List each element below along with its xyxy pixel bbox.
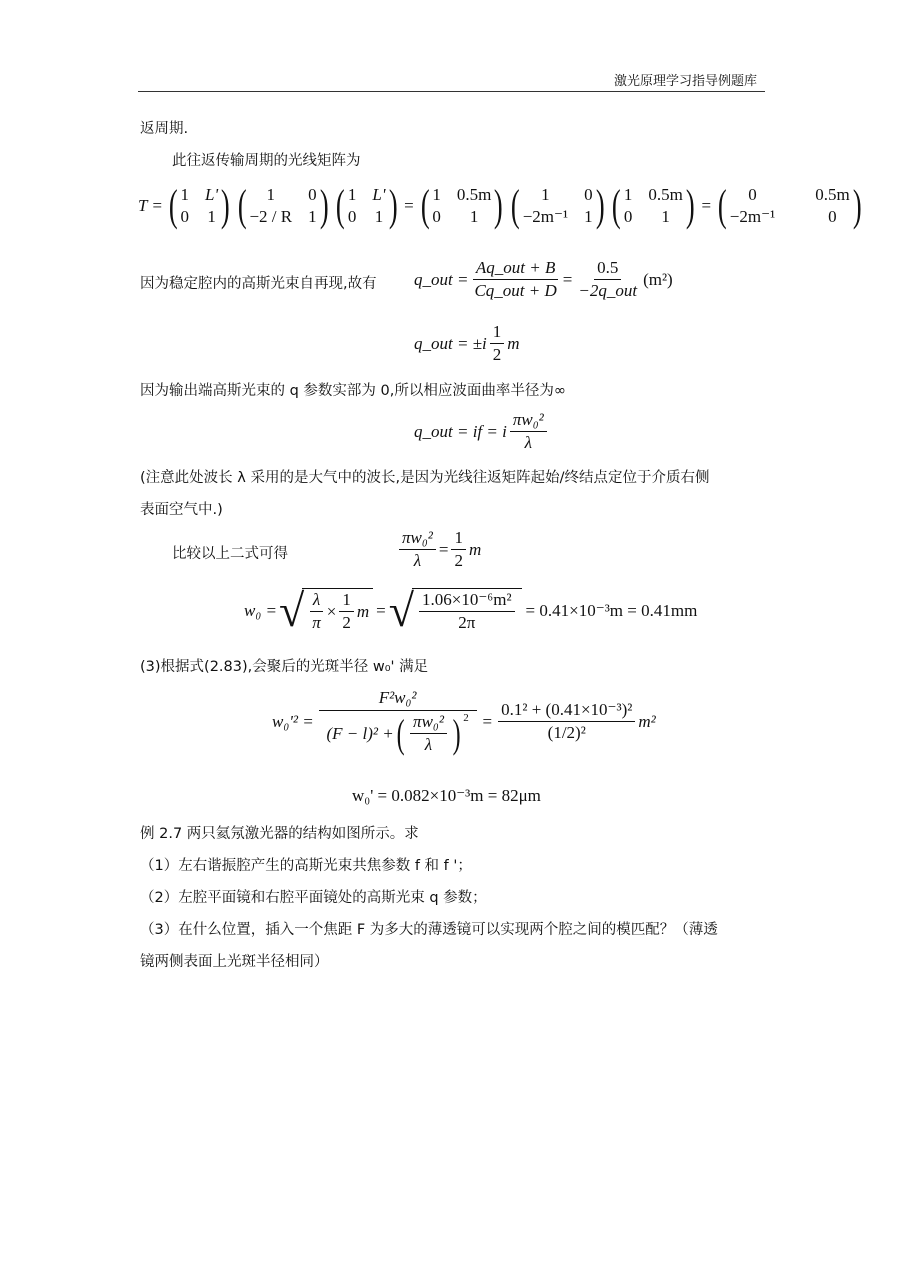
matrix: ( 0 0.5m −2m⁻¹ 0 ) xyxy=(718,181,862,230)
matrix: ( 1 0.5m 0 1 ) xyxy=(612,181,695,230)
matrix: ( 1 0 −2m⁻¹ 1 ) xyxy=(510,181,605,230)
question-item: （3）在什么位置，插入一个焦距 F 为多大的薄透镜可以实现两个腔之间的模匹配？（薄透 xyxy=(140,922,718,938)
equation-w0: w₀ = √ $\frac{\lambda}{\pi}$ × $\frac{1}{2}$ m = √ $\frac{\text{1.06×10⁻⁶m²}}{2\pi}$ = 0.41×10⁻³m = 0.41mm xyxy=(244,585,698,636)
paragraph: 表面空气中.) xyxy=(140,502,223,518)
question-item: （2）左腔平面镜和右腔平面镜处的高斯光束 q 参数； xyxy=(140,890,487,906)
paragraph: (3)根据式(2.83),会聚后的光斑半径 w₀' 满足 xyxy=(140,659,429,675)
question-item: （1）左右谐振腔产生的高斯光束共焦参数 f 和 f '； xyxy=(140,858,472,874)
paragraph: 返周期. xyxy=(140,121,189,137)
matrix-lhs: T = xyxy=(138,196,163,215)
equation-w0-prime: w₀'² = F²w₀² (F − l)² + ( $\frac{\text{πw₀²}}{\lambda}$ ) $^2$ = $\frac{\text{0.1² + (0.41×10⁻³)²}}{\text{(1/2)²}}$ m² xyxy=(272,688,656,756)
paragraph: (注意此处波长 λ 采用的是大气中的波长,是因为光线往返矩阵起始/终结点定位于介质右侧 xyxy=(140,470,710,486)
paragraph: 因为输出端高斯光束的 q 参数实部为 0,所以相应波面曲率半径为∞ xyxy=(140,383,566,399)
equation-q-if: q_out = if = i $\frac{\text{πw₀²}}{\lambda}$ xyxy=(414,410,550,453)
equation-compare: $\frac{\text{πw₀²}}{\lambda}$ = $\frac{1}{2}$ m xyxy=(396,528,481,571)
matrix: ( 1 0 −2 / R 1 ) xyxy=(237,181,329,230)
matrix: ( 1 L' 0 1 ) xyxy=(168,181,230,230)
matrix: ( 1 0.5m 0 1 ) xyxy=(420,181,504,230)
matrix-equation: T = ( 1 L' 0 1 ) ( 1 0 −2 / R 1 ) ( 1 L' 0 1 ) = ( 1 0.5m 0 1 ) ( 1 0 −2m⁻¹ 1 ) ( 1 0.5m 0 1 ) = ( 0 0.5m −2m⁻¹ 0 ) xyxy=(138,178,865,234)
equation-w0-prime-result: w₀' = 0.082×10⁻³m = 82μm xyxy=(352,786,541,805)
header-title: 激光原理学习指导例题库 xyxy=(614,74,758,89)
header-rule xyxy=(138,91,765,92)
question-item: 镜两侧表面上光斑半径相同） xyxy=(140,954,329,970)
paragraph: 因为稳定腔内的高斯光束自再现,故有 xyxy=(140,276,377,292)
equation-q-self: q_out = $\frac{\text{Aq\_out + B}}{\text{Cq\_out + D}}$ = $\frac{0.5}{\text{−2q\_out}}$ (m²) xyxy=(414,258,673,300)
paragraph: 此往返传输周期的光线矩阵为 xyxy=(172,153,361,169)
equation-q-result: q_out = ±i $\frac{1}{2}$ m xyxy=(414,322,520,364)
paragraph: 比较以上二式可得 xyxy=(172,546,288,562)
example-title: 例 2.7 两只氦氖激光器的结构如图所示。求 xyxy=(140,826,419,842)
matrix: ( 1 L' 0 1 ) xyxy=(336,181,398,230)
